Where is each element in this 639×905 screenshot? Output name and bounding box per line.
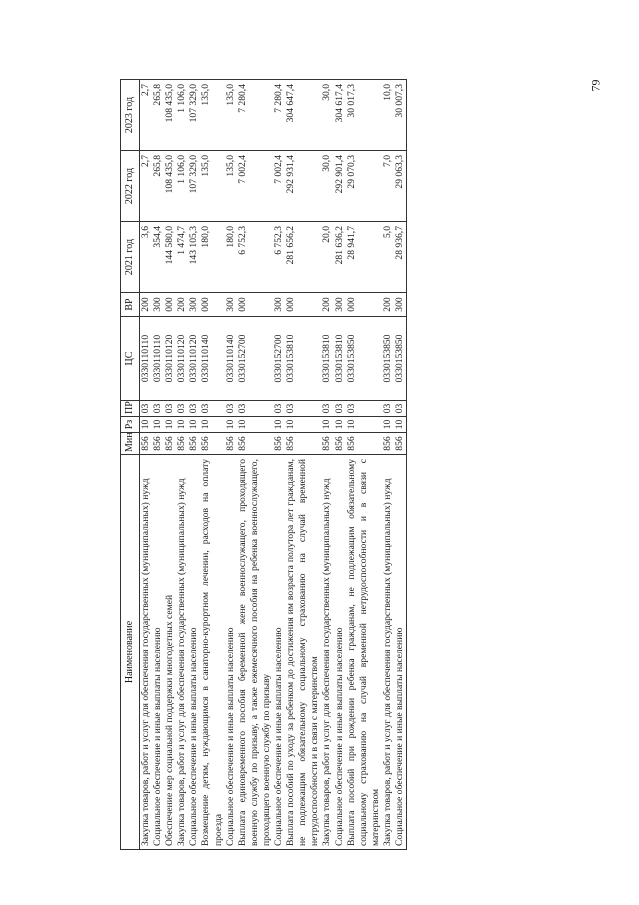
row-cs: 0330110110	[152, 317, 164, 401]
row-2021: 143 105,3	[188, 222, 200, 293]
budget-table	[120, 79, 407, 850]
table-row	[164, 80, 176, 850]
row-vr: 200	[176, 293, 188, 317]
row-rz: 10	[140, 417, 153, 433]
row-pr: 03	[394, 401, 407, 417]
row-pr: 03	[164, 401, 176, 417]
row-2023: 30 007,3	[394, 80, 407, 151]
header-vr: ВР	[121, 293, 140, 317]
row-cs: 0330110120	[188, 317, 200, 401]
row-vr: 300	[225, 293, 237, 317]
row-rz: 10	[225, 417, 237, 433]
row-min: 856	[164, 433, 176, 455]
table-row	[188, 80, 200, 850]
row-pr: 03	[225, 401, 237, 417]
page-number: 79	[588, 79, 603, 92]
row-min: 856	[285, 433, 321, 455]
row-cs: 0330153850	[346, 317, 382, 401]
row-2023: 10,0	[382, 80, 394, 151]
row-cs: 0330153850	[382, 317, 394, 401]
row-2022: 29 070,3	[346, 151, 382, 222]
row-2023: 1 106,0	[176, 80, 188, 151]
row-pr: 03	[321, 401, 333, 417]
header-name: Наименование	[121, 455, 140, 850]
row-vr: 000	[164, 293, 176, 317]
row-name: Закупка товаров, работ и услуг для обеспечения государственных (муниципальных) нужд	[382, 455, 394, 850]
row-name: Закупка товаров, работ и услуг для обеспечения государственных (муниципальных) нужд	[176, 455, 188, 850]
row-cs: 0330153810	[321, 317, 333, 401]
row-2023: 304 647,4	[285, 80, 321, 151]
table-body	[140, 80, 407, 850]
row-pr: 03	[334, 401, 346, 417]
row-2021: 1 474,7	[176, 222, 188, 293]
row-min: 856	[321, 433, 333, 455]
table-row	[225, 80, 237, 850]
row-cs: 0330110140	[200, 317, 224, 401]
row-vr: 300	[394, 293, 407, 317]
header-2023: 2023 год	[121, 80, 140, 151]
row-name: Возмещение детям, нуждающимся в санаторно-курортном лечении, расходов на оплату проезда	[200, 455, 224, 850]
row-name: Выплата пособий при рождении ребенка гражданам, не подлежащим обязательному социальному страхованию на случай временной нетрудоспособности и в связи с материнством	[346, 455, 382, 850]
row-2022: 135,0	[225, 151, 237, 222]
row-name: Социальное обеспечение и иные выплаты населению	[152, 455, 164, 850]
row-cs: 0330153810	[334, 317, 346, 401]
row-vr: 300	[334, 293, 346, 317]
row-vr: 000	[200, 293, 224, 317]
row-rz: 10	[321, 417, 333, 433]
row-cs: 0330152700	[273, 317, 285, 401]
row-2021: 5,0	[382, 222, 394, 293]
row-pr: 03	[140, 401, 153, 417]
row-pr: 03	[188, 401, 200, 417]
row-vr: 300	[273, 293, 285, 317]
row-name: Социальное обеспечение и иные выплаты населению	[334, 455, 346, 850]
row-2021: 180,0	[225, 222, 237, 293]
row-min: 856	[273, 433, 285, 455]
row-2022: 108 435,0	[164, 151, 176, 222]
row-rz: 10	[285, 417, 321, 433]
row-cs: 0330110120	[176, 317, 188, 401]
row-cs: 0330110110	[140, 317, 153, 401]
row-name: Обеспечение мер социальной поддержки многодетных семей	[164, 455, 176, 850]
header-2021: 2021 год	[121, 222, 140, 293]
row-name: Выплата пособий по уходу за ребенком до достижения им возраста полутора лет гражданам, не подлежащим обязательному социальному страхованию на случай временной нетрудоспособности и в связи с материнством	[285, 455, 321, 850]
row-2021: 6 752,3	[273, 222, 285, 293]
row-pr: 03	[285, 401, 321, 417]
row-2023: 107 329,0	[188, 80, 200, 151]
row-rz: 10	[176, 417, 188, 433]
header-2022: 2022 год	[121, 151, 140, 222]
row-vr: 000	[285, 293, 321, 317]
row-2022: 2,7	[140, 151, 153, 222]
row-2022: 265,8	[152, 151, 164, 222]
row-2022: 1 106,0	[176, 151, 188, 222]
row-min: 856	[140, 433, 153, 455]
row-vr: 200	[140, 293, 153, 317]
row-pr: 03	[273, 401, 285, 417]
row-vr: 000	[237, 293, 273, 317]
row-2022: 7 002,4	[237, 151, 273, 222]
row-vr: 300	[152, 293, 164, 317]
row-name: Социальное обеспечение и иные выплаты населению	[188, 455, 200, 850]
table-row	[140, 80, 153, 850]
row-2023: 7 280,4	[237, 80, 273, 151]
row-2023: 108 435,0	[164, 80, 176, 151]
row-2023: 7 280,4	[273, 80, 285, 151]
table-row	[394, 80, 407, 850]
row-cs: 0330152700	[237, 317, 273, 401]
row-2021: 281 636,2	[334, 222, 346, 293]
row-min: 856	[382, 433, 394, 455]
row-2021: 3,6	[140, 222, 153, 293]
row-rz: 10	[164, 417, 176, 433]
row-name: Закупка товаров, работ и услуг для обеспечения государственных (муниципальных) нужд	[140, 455, 153, 850]
row-min: 856	[346, 433, 382, 455]
row-rz: 10	[334, 417, 346, 433]
row-min: 856	[225, 433, 237, 455]
header-cs: ЦС	[121, 317, 140, 401]
row-vr: 300	[188, 293, 200, 317]
row-2022: 30,0	[321, 151, 333, 222]
row-name: Выплата единовременного пособия беременной жене военнослужащего, проходящего военную службу по призыву, а также ежемесячного пособия на ребенка военнослужащего, проходящего военную службу по призыву	[237, 455, 273, 850]
row-2023: 2,7	[140, 80, 153, 151]
header-pr: ПР	[121, 401, 140, 417]
row-2021: 180,0	[200, 222, 224, 293]
row-pr: 03	[382, 401, 394, 417]
row-min: 856	[176, 433, 188, 455]
row-pr: 03	[176, 401, 188, 417]
row-vr: 000	[346, 293, 382, 317]
row-rz: 10	[152, 417, 164, 433]
row-2022: 7,0	[382, 151, 394, 222]
row-2023: 135,0	[225, 80, 237, 151]
row-2022: 7 002,4	[273, 151, 285, 222]
table-row	[321, 80, 333, 850]
row-min: 856	[334, 433, 346, 455]
row-2021: 6 752,3	[237, 222, 273, 293]
row-pr: 03	[346, 401, 382, 417]
row-pr: 03	[237, 401, 273, 417]
row-2022: 292 931,4	[285, 151, 321, 222]
row-name: Социальное обеспечение и иные выплаты населению	[225, 455, 237, 850]
table-row	[334, 80, 346, 850]
row-rz: 10	[273, 417, 285, 433]
row-min: 856	[152, 433, 164, 455]
row-min: 856	[188, 433, 200, 455]
row-2021: 28 941,7	[346, 222, 382, 293]
table-row	[237, 80, 273, 850]
row-name: Закупка товаров, работ и услуг для обеспечения государственных (муниципальных) нужд	[321, 455, 333, 850]
table-row	[382, 80, 394, 850]
row-pr: 03	[152, 401, 164, 417]
table-row	[152, 80, 164, 850]
row-min: 856	[200, 433, 224, 455]
row-2023: 304 617,4	[334, 80, 346, 151]
row-name: Социальное обеспечение и иные выплаты населению	[273, 455, 285, 850]
header-rz: Рз	[121, 417, 140, 433]
row-2021: 28 936,7	[394, 222, 407, 293]
table-header-row	[121, 80, 140, 850]
row-rz: 10	[188, 417, 200, 433]
row-2021: 281 656,2	[285, 222, 321, 293]
row-2023: 30,0	[321, 80, 333, 151]
row-rz: 10	[382, 417, 394, 433]
row-rz: 10	[237, 417, 273, 433]
row-rz: 10	[394, 417, 407, 433]
row-cs: 0330153810	[285, 317, 321, 401]
row-rz: 10	[346, 417, 382, 433]
rotated-table-container	[120, 80, 538, 850]
row-vr: 200	[382, 293, 394, 317]
row-2021: 20,0	[321, 222, 333, 293]
row-2022: 107 329,0	[188, 151, 200, 222]
table-row	[176, 80, 188, 850]
row-name: Социальное обеспечение и иные выплаты населению	[394, 455, 407, 850]
row-2022: 292 901,4	[334, 151, 346, 222]
header-min: Мин	[121, 433, 140, 455]
row-cs: 0330110140	[225, 317, 237, 401]
row-min: 856	[394, 433, 407, 455]
table-row	[273, 80, 285, 850]
row-2022: 29 063,3	[394, 151, 407, 222]
table-row	[285, 80, 321, 850]
row-2022: 135,0	[200, 151, 224, 222]
table-row	[200, 80, 224, 850]
row-2023: 135,0	[200, 80, 224, 151]
row-2021: 144 580,0	[164, 222, 176, 293]
table-row	[346, 80, 382, 850]
row-cs: 0330110120	[164, 317, 176, 401]
row-rz: 10	[200, 417, 224, 433]
row-cs: 0330153850	[394, 317, 407, 401]
row-pr: 03	[200, 401, 224, 417]
row-2023: 265,8	[152, 80, 164, 151]
row-min: 856	[237, 433, 273, 455]
row-vr: 200	[321, 293, 333, 317]
row-2021: 354,4	[152, 222, 164, 293]
row-2023: 30 017,3	[346, 80, 382, 151]
